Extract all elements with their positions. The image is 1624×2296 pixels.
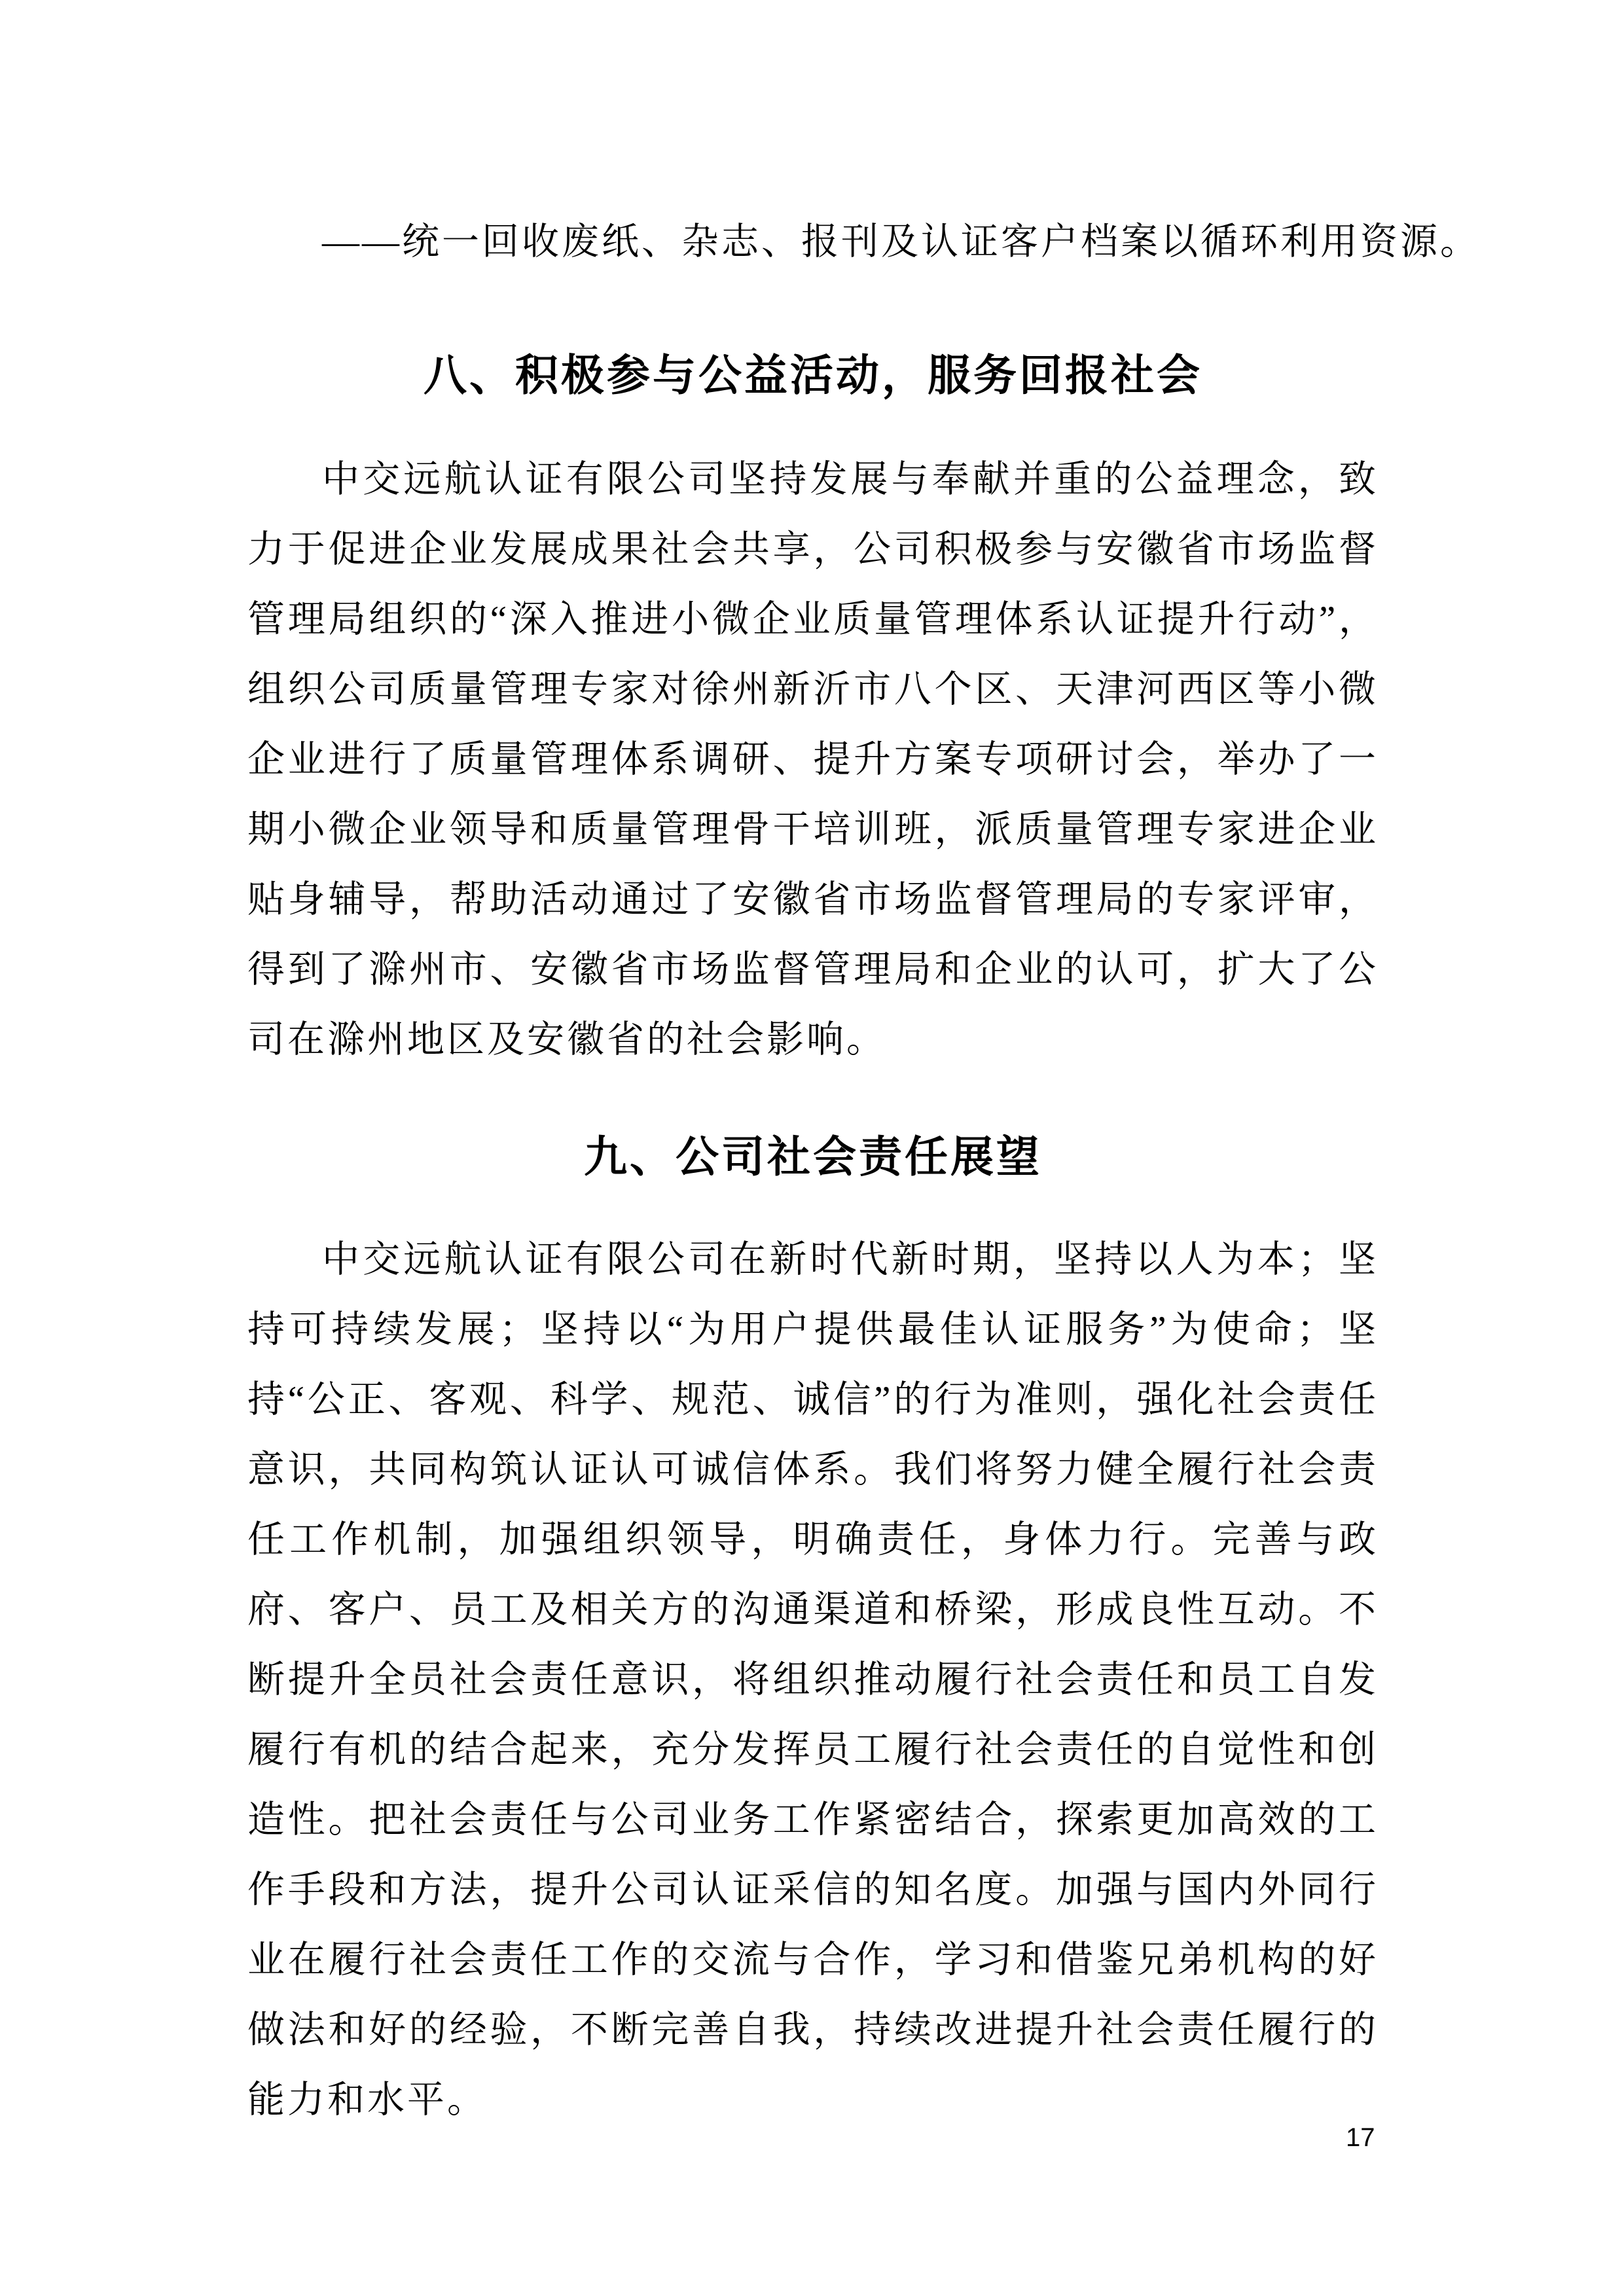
section-9-paragraph: 中交远航认证有限公司在新时代新时期，坚持以人为本；坚持可持续发展；坚持以“为用户提供最佳认证服务”为使命；坚持“公正、客观、科学、规范、诚信”的行为准则，强化社会责任意识，共同构筑认证认可诚信体系。我们将努力健全履行社会责任工作机制，加强组织领导，明确责任，身体力行。完善与政府、客户、员工及相关方的沟通渠道和桥梁，形成良性互动。不断提升全员社会责任意识，将组织推动履行社会责任和员工自发履行有机的结合起来，充分发挥员工履行社会责任的自觉性和创造性。把社会责任与公司业务工作紧密结合，探索更加高效的工作手段和方法，提升公司认证采信的知名度。加强与国内外同行业在履行社会责任工作的交流与合作，学习和借鉴兄弟机构的好做法和好的经验，不断完善自我，持续改进提升社会责任履行的能力和水平。	[247, 1239, 1379, 2121]
section-heading-8: 八、积极参与公益活动，服务回报社会	[424, 350, 1202, 399]
section-8-paragraph: 中交远航认证有限公司坚持发展与奉献并重的公益理念，致力于促进企业发展成果社会共享，公司积极参与安徽省市场监督管理局组织的“深入推进小微企业质量管理体系认证提升行动”，组织公司质量管理专家对徐州新沂市八个区、天津河西区等小微企业进行了质量管理体系调研、提升方案专项研讨会，举办了一期小微企业领导和质量管理骨干培训班，派质量管理专家进企业贴身辅导，帮助活动通过了安徽省市场监督管理局的专家评审，得到了滁州市、安徽省市场监督管理局和企业的认可，扩大了公司在滁州地区及安徽省的社会影响。	[247, 459, 1379, 1060]
page-number: 17	[1346, 2123, 1375, 2152]
list-item-recycling: ——统一回收废纸、杂志、报刊及认证客户档案以循环利用资源。	[322, 221, 1480, 262]
section-heading-9: 九、公司社会责任展望	[584, 1132, 1042, 1181]
